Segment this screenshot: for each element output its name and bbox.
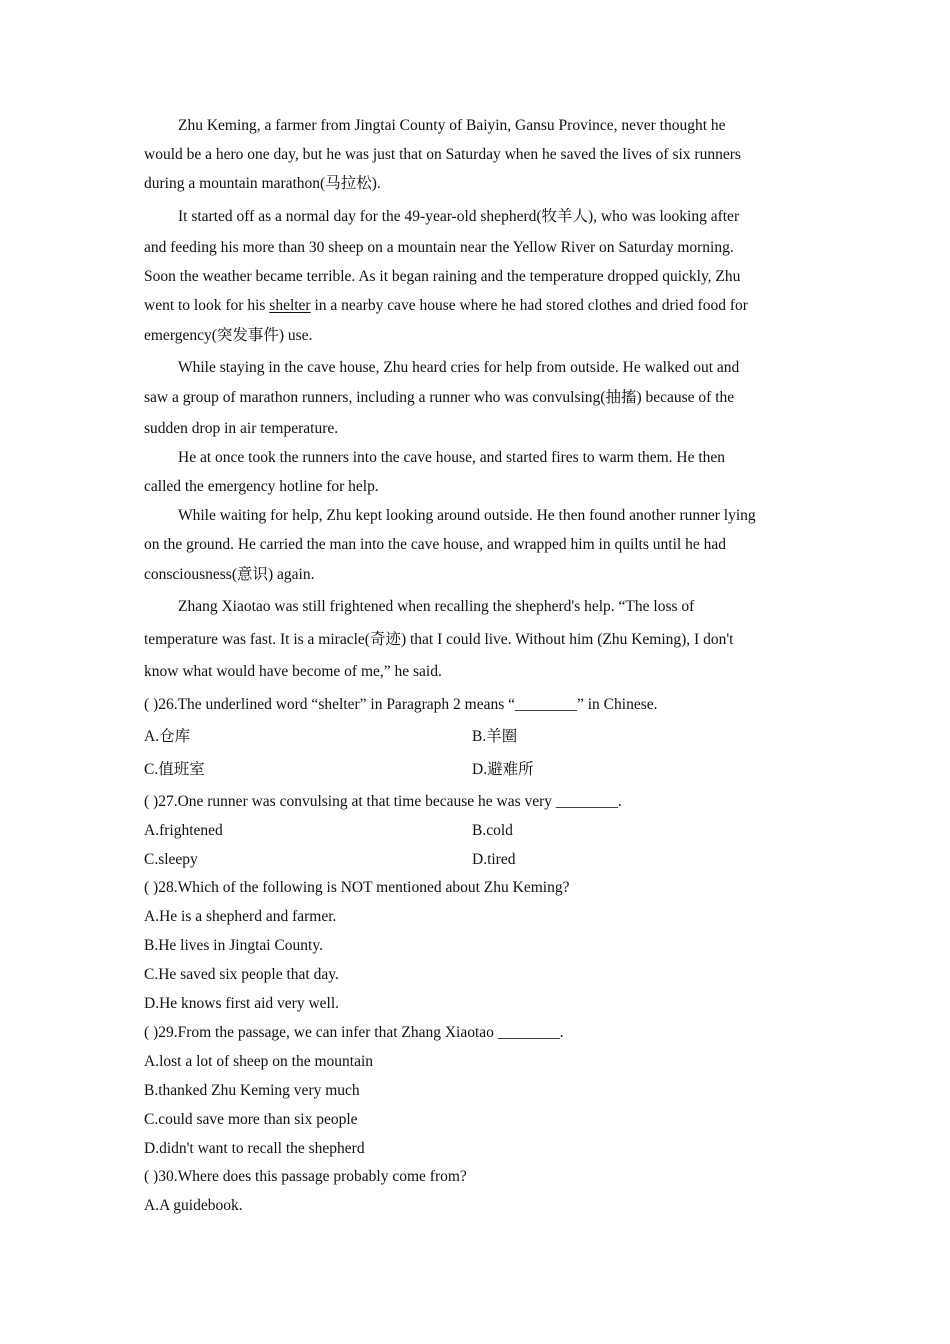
p5-line-1: While waiting for help, Zhu kept looking around outside. He then found another runner lying (178, 507, 756, 524)
p6-line-1: Zhang Xiaotao was still frightened when recalling the shepherd's help. “The loss of (178, 598, 695, 615)
q29-option-b: B.thanked Zhu Keming very much (144, 1082, 360, 1099)
q29-option-a: A.lost a lot of sheep on the mountain (144, 1053, 374, 1070)
q26-option-b: B.羊圈 (472, 728, 518, 745)
p2-line-4-after: in a nearby cave house where he had stored clothes and dried food for (310, 297, 748, 314)
q29-stem: ( )29.From the passage, we can infer that Zhang Xiaotao ________. (144, 1024, 564, 1041)
q28-stem: ( )28.Which of the following is NOT mentioned about Zhu Keming? (144, 879, 570, 896)
q29-option-c: C.could save more than six people (144, 1111, 358, 1128)
p1-line-1: Zhu Keming, a farmer from Jingtai County of Baiyin, Gansu Province, never thought he (178, 117, 726, 134)
p3-line-1: While staying in the cave house, Zhu heard cries for help from outside. He walked out and (178, 359, 740, 376)
p5-line-3: consciousness(意识) again. (144, 566, 315, 583)
p2-line-5: emergency(突发事件) use. (144, 327, 313, 344)
q26-option-d: D.避难所 (472, 761, 534, 778)
q28-option-d: D.He knows first aid very well. (144, 995, 339, 1012)
q26-stem: ( )26.The underlined word “shelter” in Paragraph 2 means “________” in Chinese. (144, 696, 658, 713)
p4-line-2: called the emergency hotline for help. (144, 478, 379, 495)
q27-option-b: B.cold (472, 822, 513, 839)
p4-line-1: He at once took the runners into the cave house, and started fires to warm them. He then (178, 449, 726, 466)
q28-option-b: B.He lives in Jingtai County. (144, 937, 323, 954)
q30-stem: ( )30.Where does this passage probably come from? (144, 1168, 467, 1185)
q27-stem: ( )27.One runner was convulsing at that time because he was very ________. (144, 793, 622, 810)
p2-line-1: It started off as a normal day for the 49-year-old shepherd(牧羊人), who was looking after (178, 208, 740, 225)
p2-line-3: Soon the weather became terrible. As it began raining and the temperature dropped quickly, Zhu (144, 268, 741, 285)
q30-option-a: A.A guidebook. (144, 1197, 243, 1214)
p2-line-4 (144, 296, 748, 316)
q26-option-c: C.值班室 (144, 761, 205, 778)
p1-line-3: during a mountain marathon(马拉松). (144, 175, 381, 192)
p6-line-3: know what would have become of me,” he said. (144, 663, 442, 680)
q28-option-a: A.He is a shepherd and farmer. (144, 908, 337, 925)
p2-line-2: and feeding his more than 30 sheep on a mountain near the Yellow River on Saturday morning. (144, 239, 734, 256)
q27-option-c: C.sleepy (144, 851, 198, 868)
q27-option-d: D.tired (472, 851, 516, 868)
p6-line-2: temperature was fast. It is a miracle(奇迹) that I could live. Without him (Zhu Keming), I don't (144, 631, 734, 648)
p3-line-2: saw a group of marathon runners, including a runner who was convulsing(抽搐) because of the (144, 389, 735, 406)
q26-option-a: A.仓库 (144, 728, 191, 745)
p2-line-4-before: went to look for his (144, 297, 270, 314)
q27-option-a: A.frightened (144, 822, 223, 839)
p3-line-3: sudden drop in air temperature. (144, 420, 339, 437)
underlined-word-shelter: shelter (269, 297, 311, 314)
q29-option-d: D.didn't want to recall the shepherd (144, 1140, 365, 1157)
q28-option-c: C.He saved six people that day. (144, 966, 339, 983)
p1-line-2: would be a hero one day, but he was just that on Saturday when he saved the lives of six runners (144, 146, 741, 163)
p5-line-2: on the ground. He carried the man into the cave house, and wrapped him in quilts until he had (144, 536, 726, 553)
